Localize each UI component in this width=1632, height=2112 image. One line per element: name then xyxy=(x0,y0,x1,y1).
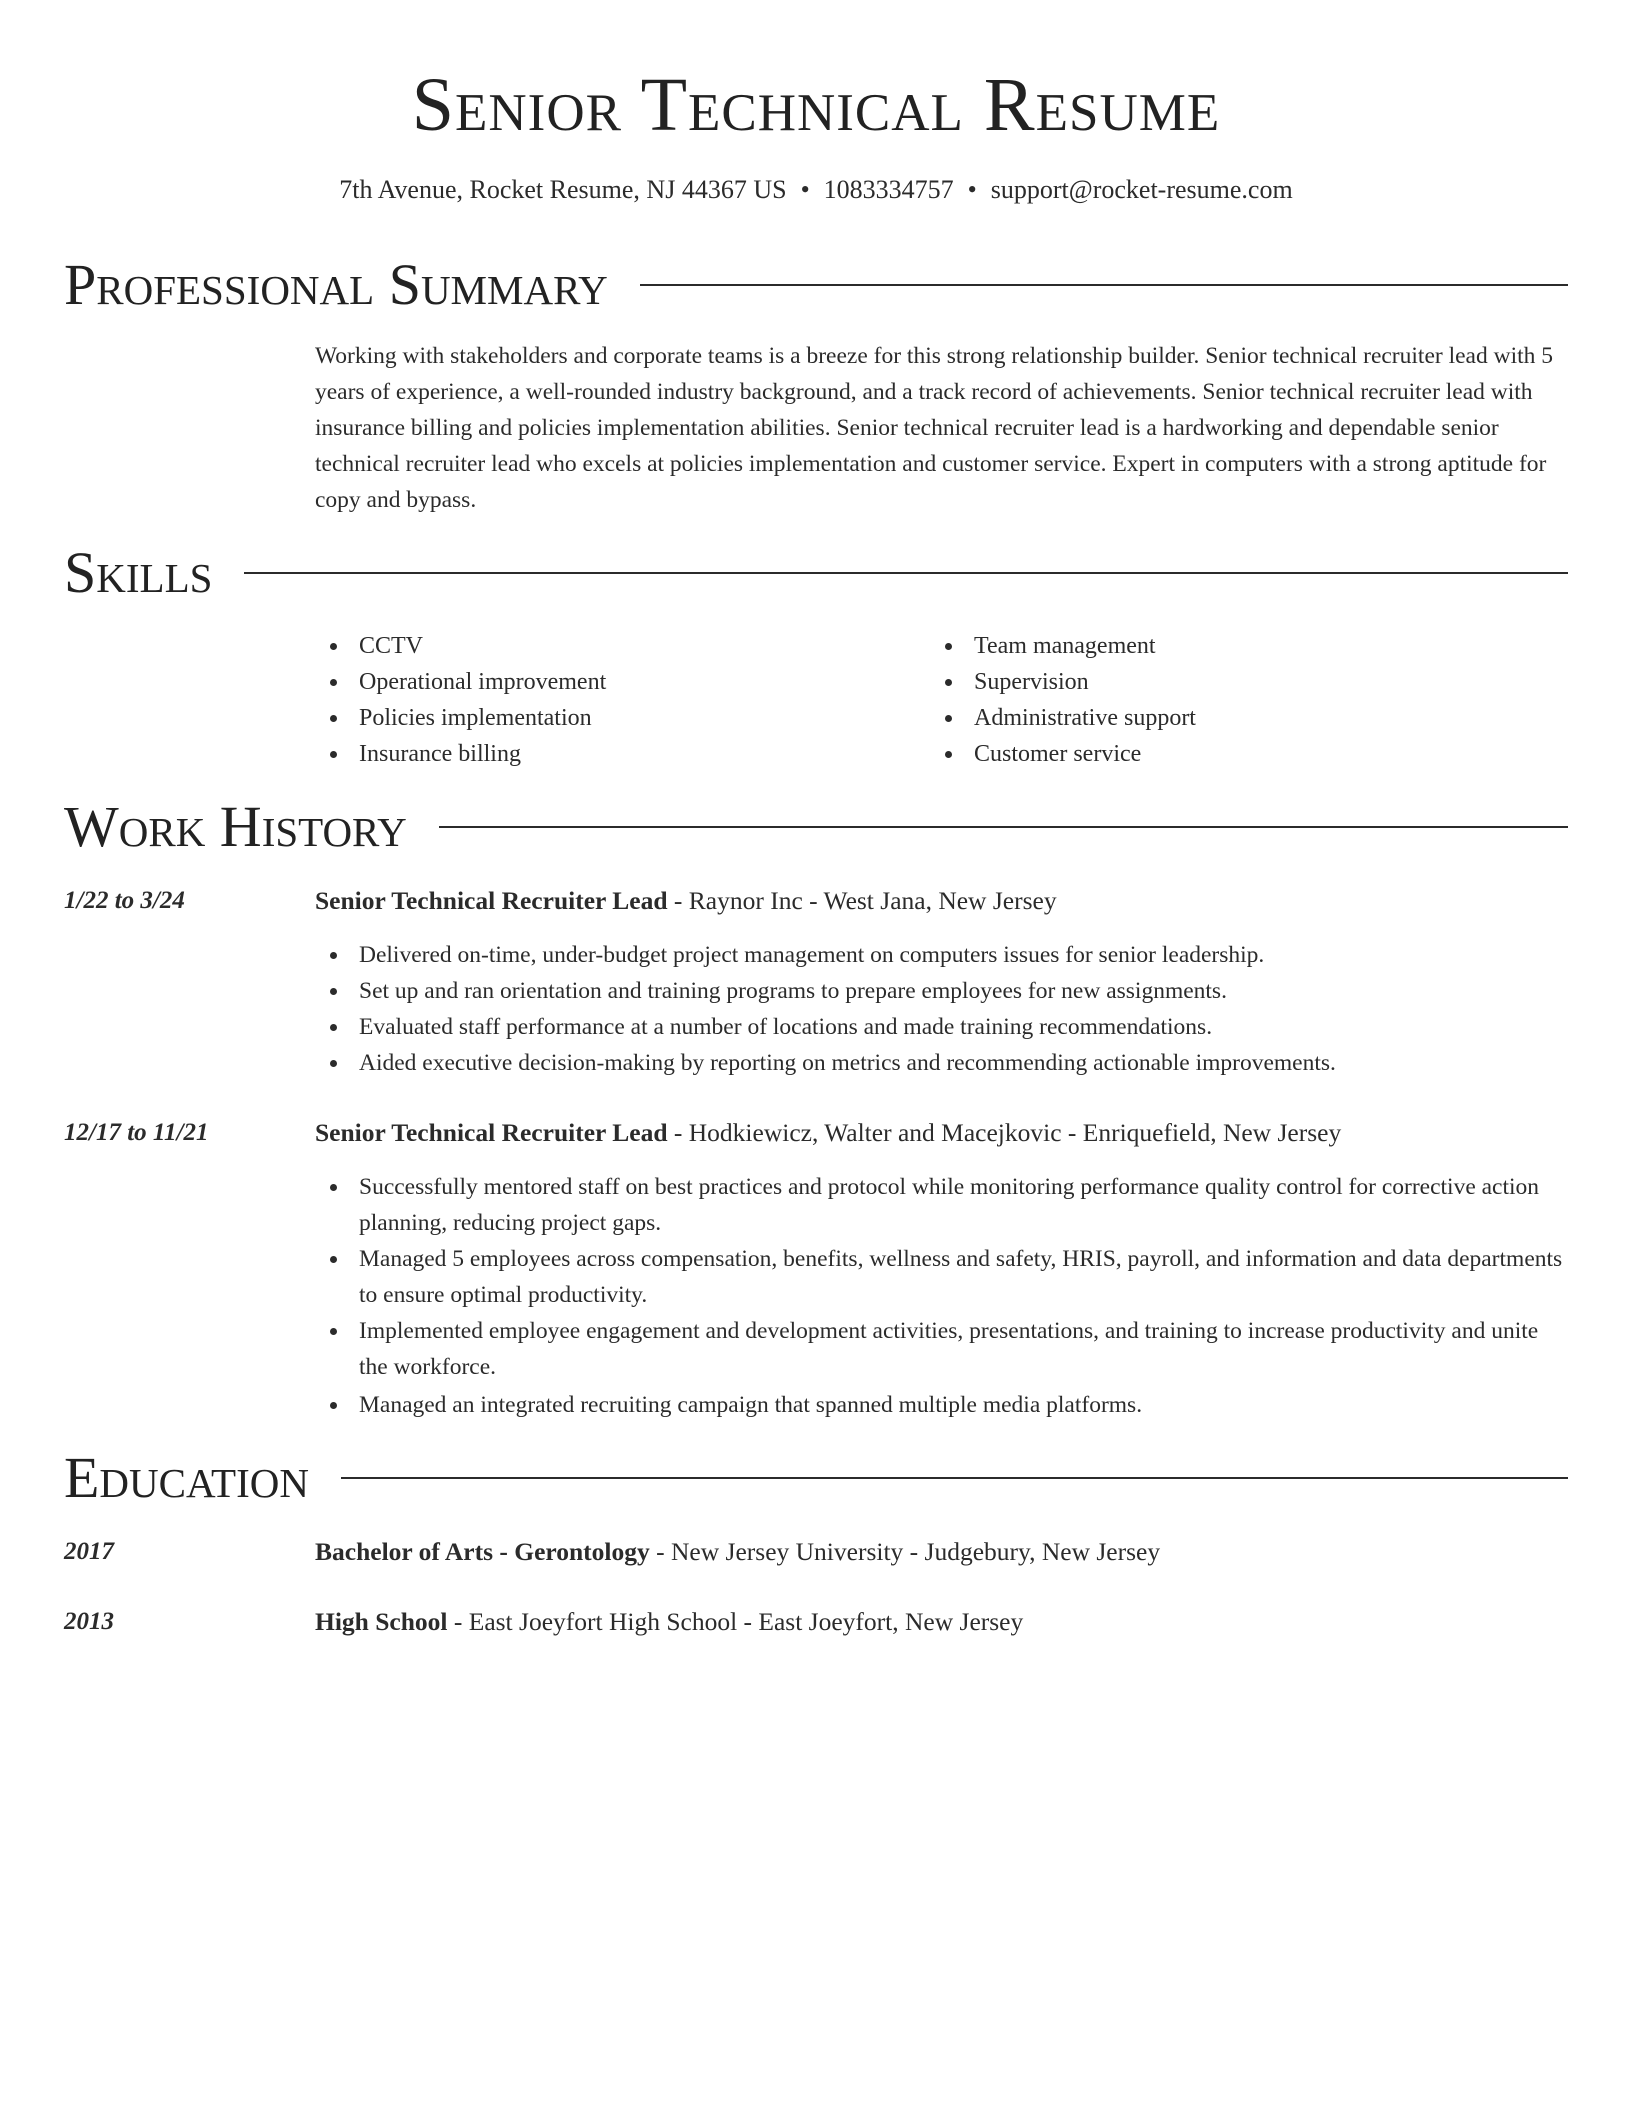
job-bullets xyxy=(315,1169,1570,1423)
job-dates: 1/22 to 3/24 xyxy=(64,887,185,914)
section-title-education: Education xyxy=(64,1445,309,1510)
section-header-work xyxy=(64,792,1568,862)
contact-separator: • xyxy=(800,175,810,204)
skills-list-left xyxy=(315,628,875,772)
job-details: - Raynor Inc - West Jana, New Jersey xyxy=(667,886,1057,915)
skills-list-right xyxy=(930,628,1530,772)
job-details: - Hodkiewicz, Walter and Macejkovic - Enriquefield, New Jersey xyxy=(667,1118,1342,1147)
resume-title: Senior Technical Resume xyxy=(411,63,1221,147)
education-year: 2013 xyxy=(64,1608,114,1635)
section-title-summary: Professional Summary xyxy=(64,252,608,317)
education-degree: Bachelor of Arts - Gerontology xyxy=(315,1537,650,1566)
job-bullet: Implemented employee engagement and development activities, presentations, and training to increase productivity and unite the workforce. xyxy=(315,1313,1570,1385)
job-bullet: Successfully mentored staff on best practices and protocol while monitoring performance quality control for corrective action planning, reducing project gaps. xyxy=(315,1169,1570,1241)
skill-item: CCTV xyxy=(315,628,875,664)
contact-line xyxy=(0,172,1632,208)
skill-item: Supervision xyxy=(930,664,1530,700)
contact-separator: • xyxy=(967,175,977,204)
section-header-education xyxy=(64,1443,1568,1513)
job-heading xyxy=(315,883,1575,919)
job-title: Senior Technical Recruiter Lead xyxy=(315,1118,668,1147)
skill-item: Insurance billing xyxy=(315,736,875,772)
skill-item: Administrative support xyxy=(930,700,1530,736)
education-heading xyxy=(315,1604,1575,1640)
job-title: Senior Technical Recruiter Lead xyxy=(315,886,668,915)
section-divider xyxy=(640,284,1568,286)
job-bullet: Aided executive decision-making by reporting on metrics and recommending actionable improvements. xyxy=(315,1045,1570,1081)
section-divider xyxy=(244,572,1568,574)
section-title-work: Work History xyxy=(64,794,407,859)
section-header-skills xyxy=(64,538,1568,608)
section-header-summary xyxy=(64,250,1568,320)
section-title-skills: Skills xyxy=(64,540,213,605)
contact-phone: 1083334757 xyxy=(823,175,954,204)
summary-text: Working with stakeholders and corporate teams is a breeze for this strong relationship builder. Senior technical recruiter lead with 5 years of experience, a well-rounded industry background, and a track record of achievements. Senior technical recruiter lead with insurance billing and policies implementation abilities. Senior technical recruiter lead is a hardworking and dependable senior technical recruiter lead who excels at policies implementation and customer service. Expert in computers with a strong aptitude for copy and bypass. xyxy=(315,343,1553,513)
skill-item: Operational improvement xyxy=(315,664,875,700)
job-bullet: Managed 5 employees across compensation, benefits, wellness and safety, HRIS, payroll, and information and data departments to ensure optimal productivity. xyxy=(315,1241,1570,1313)
job-bullet: Evaluated staff performance at a number of locations and made training recommendations. xyxy=(315,1009,1570,1045)
education-heading xyxy=(315,1534,1575,1570)
job-bullets xyxy=(315,937,1570,1081)
job-dates: 12/17 to 11/21 xyxy=(64,1119,209,1146)
section-divider xyxy=(341,1477,1568,1479)
education-details: - East Joeyfort High School - East Joeyfort, New Jersey xyxy=(447,1607,1024,1636)
contact-address: 7th Avenue, Rocket Resume, NJ 44367 US xyxy=(339,175,787,204)
education-year: 2017 xyxy=(64,1538,114,1565)
section-divider xyxy=(439,826,1568,828)
skill-item: Policies implementation xyxy=(315,700,875,736)
job-heading xyxy=(315,1115,1575,1151)
contact-email: support@rocket-resume.com xyxy=(990,175,1293,204)
education-degree: High School xyxy=(315,1607,448,1636)
job-bullet: Delivered on-time, under-budget project management on computers issues for senior leadership. xyxy=(315,937,1570,973)
job-bullet: Managed an integrated recruiting campaign that spanned multiple media platforms. xyxy=(315,1387,1570,1423)
job-bullet: Set up and ran orientation and training programs to prepare employees for new assignments. xyxy=(315,973,1570,1009)
skill-item: Customer service xyxy=(930,736,1530,772)
skill-item: Team management xyxy=(930,628,1530,664)
education-details: - New Jersey University - Judgebury, New Jersey xyxy=(649,1537,1161,1566)
